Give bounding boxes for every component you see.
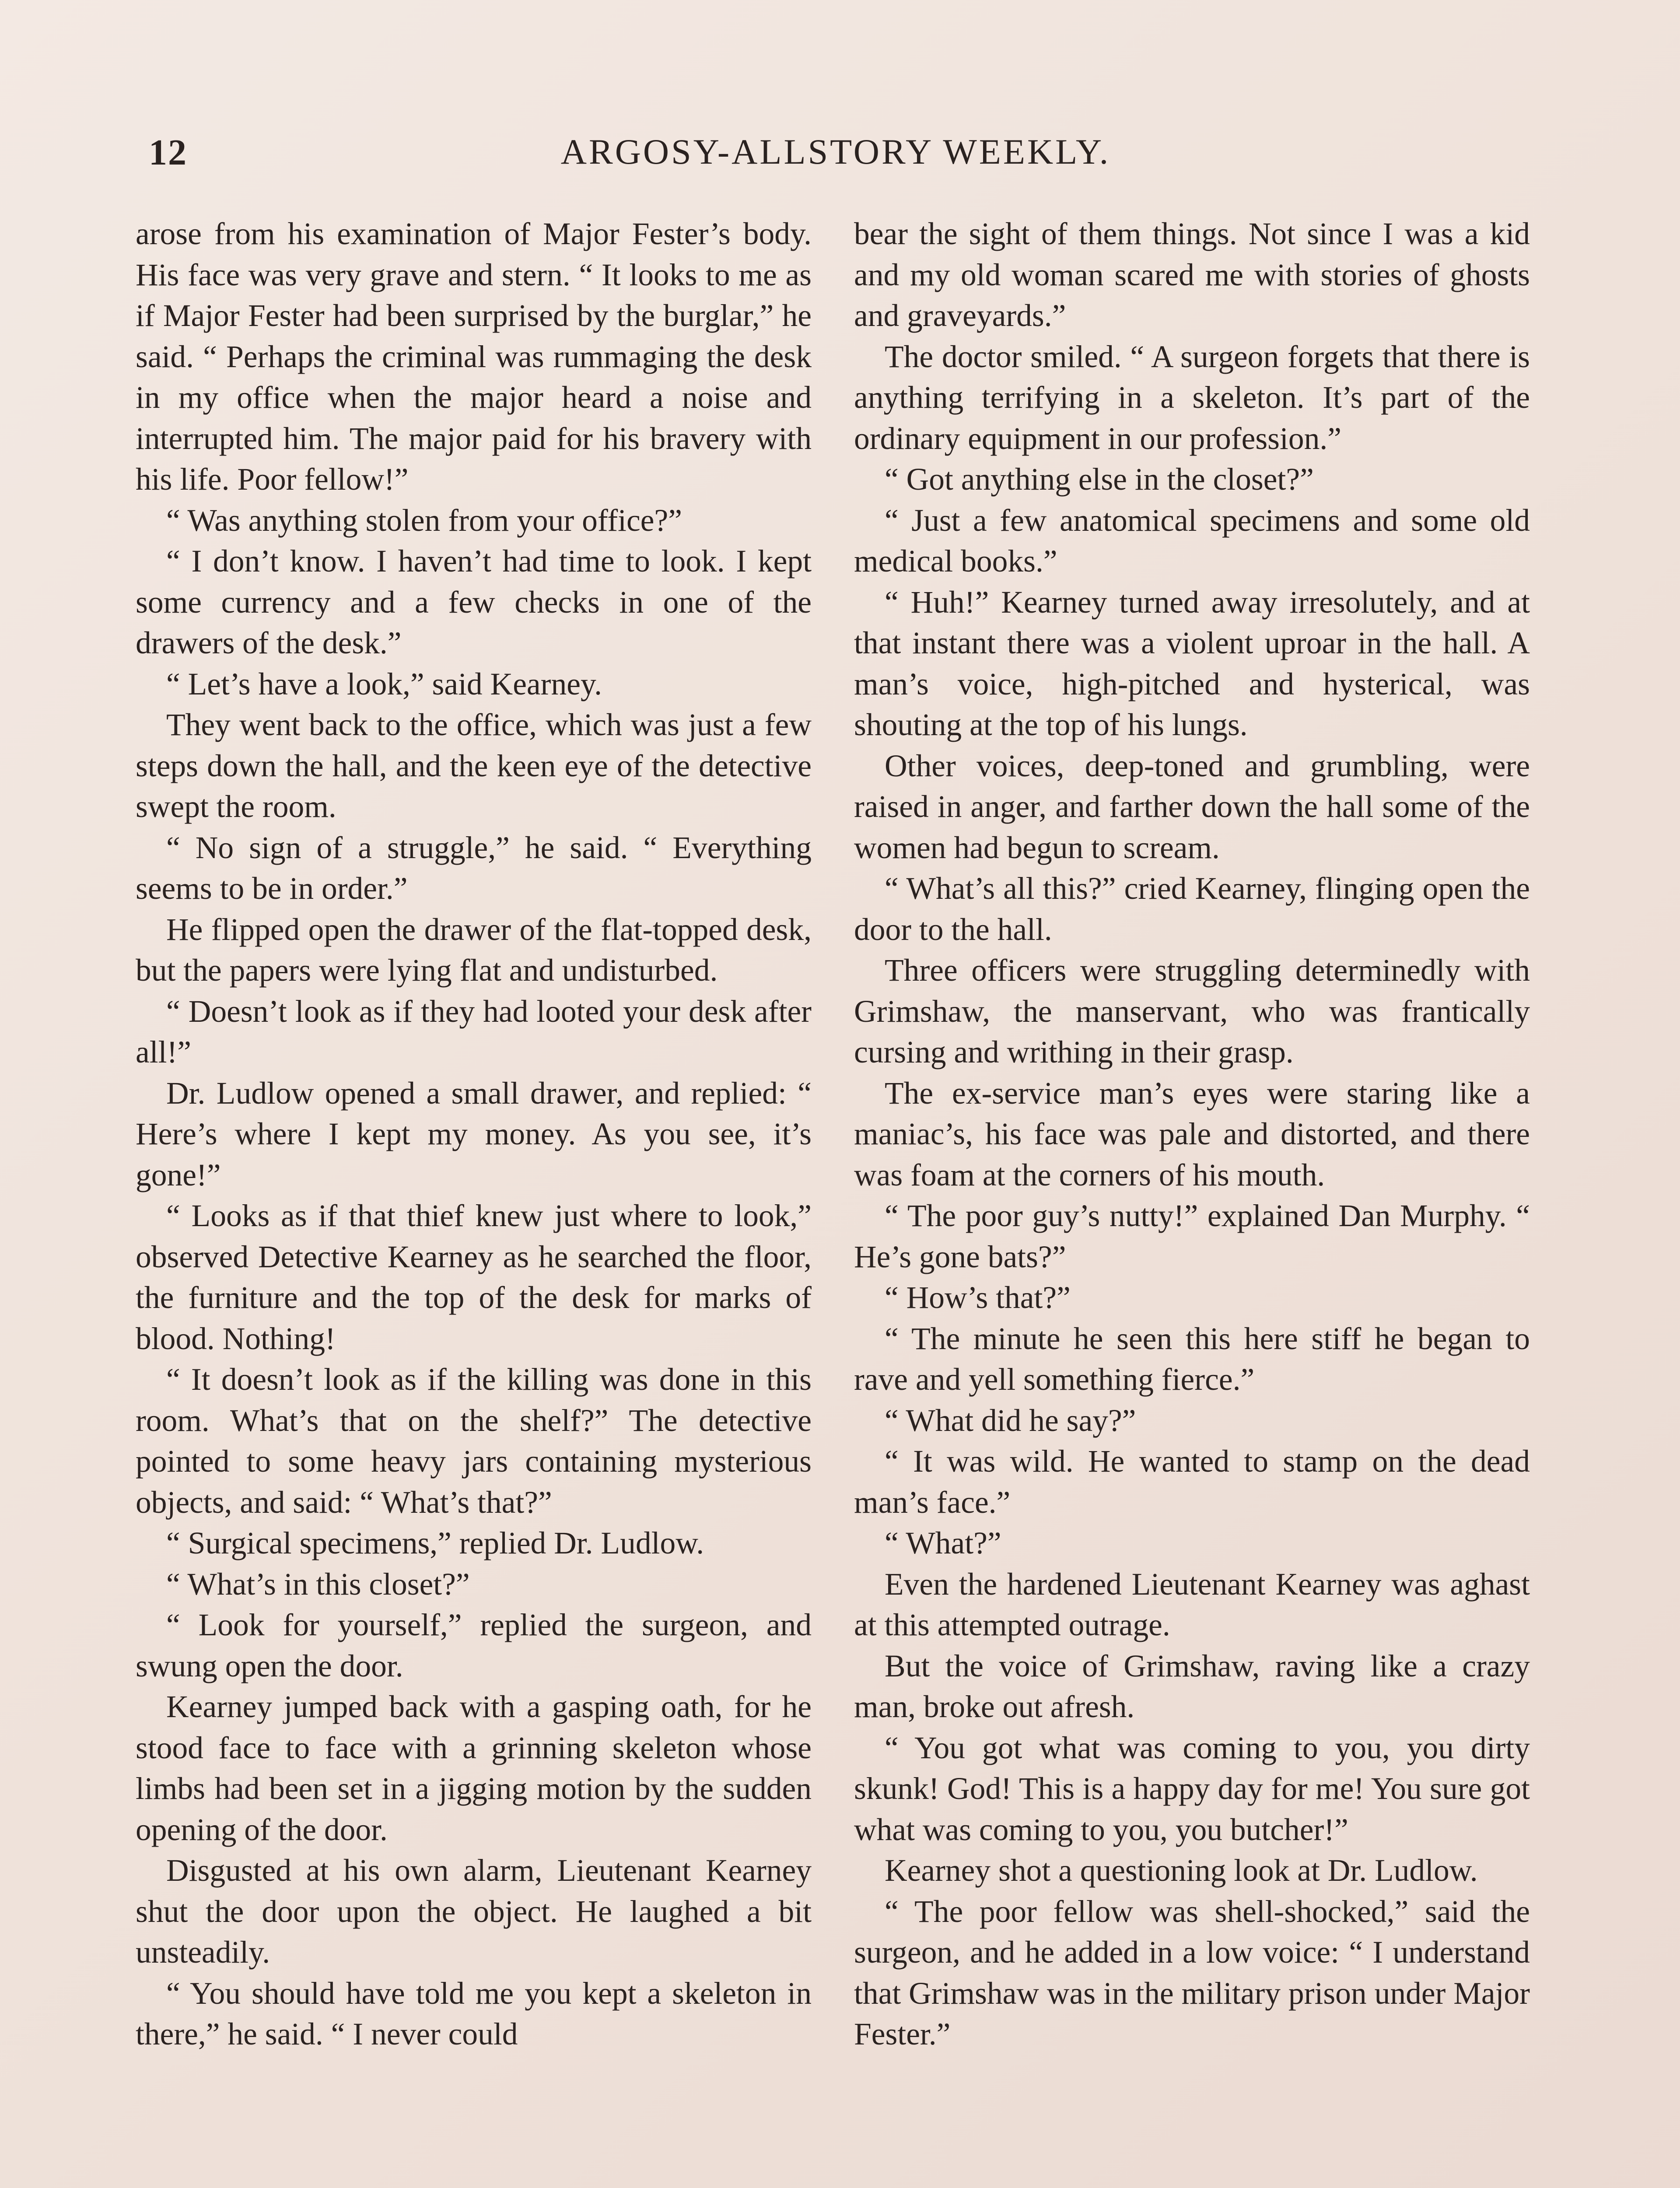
paragraph: “ Doesn’t look as if they had looted your desk after all!” [136,994,812,1069]
paragraph: “ It was wild. He wanted to stamp on the dead man’s face.” [854,1444,1530,1520]
paragraph: “ What?” [885,1526,1001,1560]
paragraph: Dr. Ludlow opened a small drawer, and replied: “ Here’s where I kept my money. As you see, it’s gone!” [136,1076,812,1192]
paragraph: “ Got anything else in the closet?” [885,462,1314,497]
paragraph: The doctor smiled. “ A surgeon forgets that there is anything terrifying in a skeleton. It’s part of the ordinary equipment in our profession.” [854,339,1530,456]
running-title: ARGOSY-ALLSTORY WEEKLY. [560,132,1111,172]
paragraph: Kearney shot a questioning look at Dr. Ludlow. [885,1853,1478,1888]
page-header [140,131,1531,184]
right-column [854,214,1530,2055]
paragraph: “ The minute he seen this here stiff he began to rave and yell something fierce.” [854,1321,1530,1397]
left-column [136,214,812,2055]
paragraph: The ex-service man’s eyes were staring like a maniac’s, his face was pale and distorted, and there was foam at the corners of his mouth. [854,1076,1530,1192]
paragraph: “ Huh!” Kearney turned away irresolutely, and at that instant there was a violent uproar in the hall. A man’s voice, high-pitched and hysterical, was shouting at the top of his lungs. [854,585,1530,742]
paragraph: “ Let’s have a look,” said Kearney. [166,666,602,701]
paragraph: arose from his examination of Major Fester’s body. His face was very grave and stern. “ It looks to me as if Major Fester had been surprised by the burglar,” he said. “ Perhaps the criminal was rummaging the desk in my office when the major heard a noise and interrupted him. The major paid for his bravery with his life. Poor fellow!” [136,217,812,497]
paragraph: “ No sign of a struggle,” he said. “ Everything seems to be in order.” [136,830,812,906]
paragraph: But the voice of Grimshaw, raving like a crazy man, broke out afresh. [854,1648,1530,1724]
paragraph: “ What did he say?” [885,1403,1136,1438]
paragraph: “ You got what was coming to you, you dirty skunk! God! This is a happy day for me! You sure got what was coming to you, you butcher!” [854,1730,1530,1847]
paragraph: “ You should have told me you kept a skeleton in there,” he said. “ I never could [136,1976,812,2051]
paragraph: Disgusted at his own alarm, Lieutenant Kearney shut the door upon the object. He laughed a bit unsteadily. [136,1853,812,1970]
paragraph: Three officers were struggling determinedly with Grimshaw, the manservant, who was frantically cursing and writhing in their grasp. [854,953,1530,1069]
paragraph: “ Just a few anatomical specimens and some old medical books.” [854,503,1530,579]
paragraph: Other voices, deep-toned and grumbling, were raised in anger, and farther down the hall some of the women had begun to scream. [854,748,1530,865]
paragraph: “ Looks as if that thief knew just where to look,” observed Detective Kearney as he searched the floor, the furniture and the top of the desk for marks of blood. Nothing! [136,1199,812,1356]
paragraph: “ Surgical specimens,” replied Dr. Ludlow. [166,1526,704,1560]
paragraph: “ The poor guy’s nutty!” explained Dan Murphy. “ He’s gone bats?” [854,1199,1530,1274]
paragraph: He flipped open the drawer of the flat-topped desk, but the papers were lying flat and undisturbed. [136,912,812,988]
paragraph: “ How’s that?” [885,1280,1071,1315]
paragraph: Kearney jumped back with a gasping oath, for he stood face to face with a grinning skeleton whose limbs had been set in a jigging motion by the sudden opening of the door. [136,1690,812,1847]
paragraph: “ What’s in this closet?” [166,1567,470,1602]
page-number: 12 [149,132,187,173]
paragraph: “ It doesn’t look as if the killing was done in this room. What’s that on the shelf?” The detective pointed to some heavy jars containing mysterious objects, and said: “ What’s that?” [136,1362,812,1520]
paragraph: “ What’s all this?” cried Kearney, flinging open the door to the hall. [854,871,1530,947]
paragraph: “ Look for yourself,” replied the surgeon, and swung open the door. [136,1608,812,1683]
paragraph: Even the hardened Lieutenant Kearney was aghast at this attempted outrage. [854,1567,1530,1642]
paragraph: bear the sight of them things. Not since I was a kid and my old woman scared me with stories of ghosts and graveyards.” [854,217,1530,333]
paragraph: “ I don’t know. I haven’t had time to look. I kept some currency and a few checks in one of the drawers of the desk.” [136,544,812,660]
paragraph: They went back to the office, which was just a few steps down the hall, and the keen eye of the detective swept the room. [136,708,812,824]
paragraph: “ The poor fellow was shell-shocked,” said the surgeon, and he added in a low voice: “ I understand that Grimshaw was in the military prison under Major Fester.” [854,1894,1530,2051]
paragraph: “ Was anything stolen from your office?” [166,503,682,538]
